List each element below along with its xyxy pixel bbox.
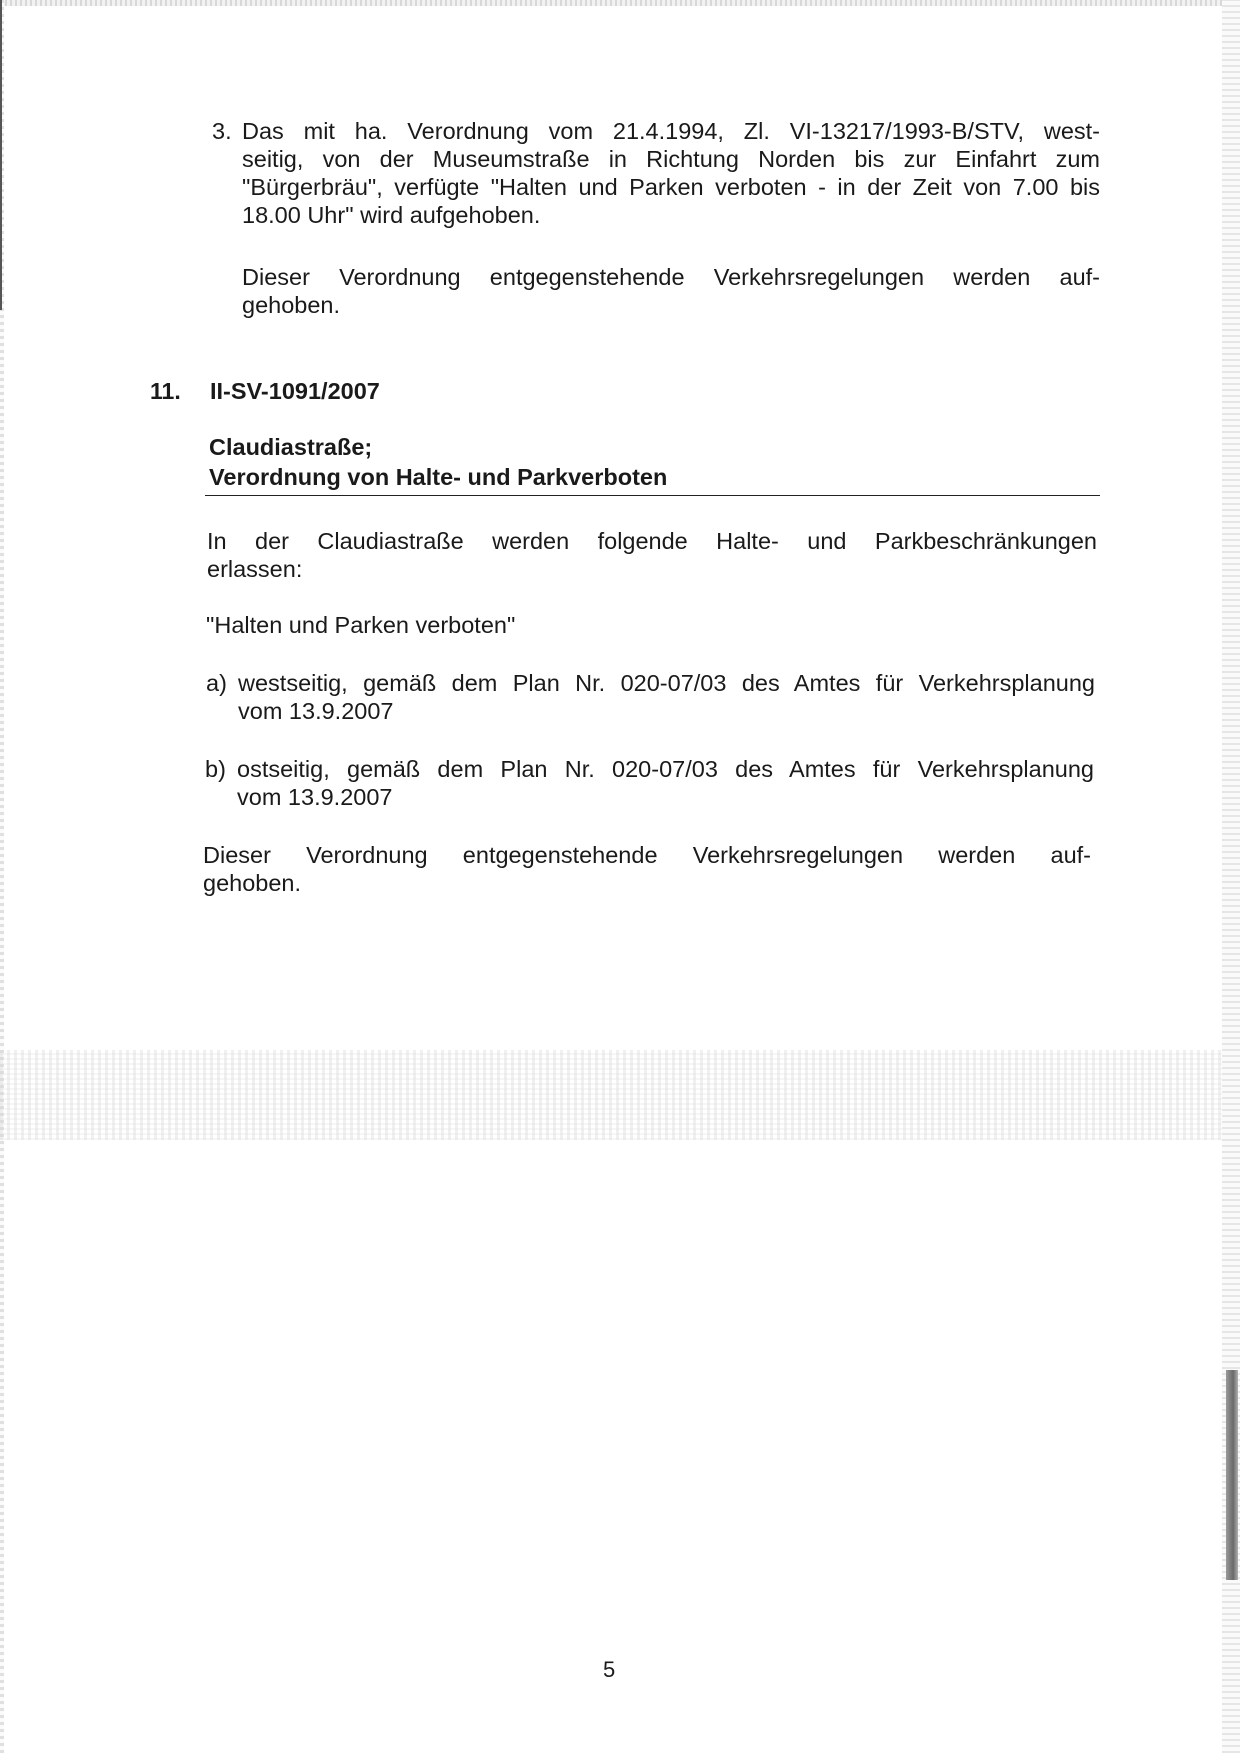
section-subject: Verordnung von Halte- und Parkverboten [209, 464, 668, 490]
item-a-line-1: westseitig, gemäß dem Plan Nr. 020-07/03 des Amtes für Verkehrsplanung [238, 670, 1095, 696]
item-b-line-2: vom 13.9.2007 [237, 784, 393, 810]
section-number: 11. [150, 378, 181, 404]
restriction-text: "Halten und Parken verboten" [206, 612, 516, 638]
item-b-line-1: ostseitig, gemäß dem Plan Nr. 020-07/03 des Amtes für Verkehrsplanung [237, 756, 1094, 782]
intro-line-2: erlassen: [207, 556, 303, 582]
scan-shadow-right [1226, 1370, 1238, 1580]
item-3-line-4: 18.00 Uhr" wird aufgehoben. [242, 202, 541, 228]
section-street: Claudiastraße; [209, 434, 373, 460]
item-3-marker: 3. [212, 118, 232, 144]
section-title-underline [205, 495, 1100, 496]
item-3-closing-line-1: Dieser Verordnung entgegenstehende Verkehrsregelungen werden auf- [242, 264, 1100, 290]
item-3-line-1: Das mit ha. Verordnung vom 21.4.1994, Zl. VI-13217/1993-B/STV, west- [242, 118, 1100, 144]
item-3-line-3: "Bürgerbräu", verfügte "Halten und Parken verboten - in der Zeit von 7.00 bis [242, 174, 1100, 200]
item-3-line-2: seitig, von der Museumstraße in Richtung Norden bis zur Einfahrt zum [242, 146, 1100, 172]
page-number: 5 [603, 1657, 616, 1682]
item-3-closing-line-2: gehoben. [242, 292, 341, 318]
closing-line-1: Dieser Verordnung entgegenstehende Verkehrsregelungen werden auf- [203, 842, 1091, 868]
closing-line-2: gehoben. [203, 870, 302, 896]
item-a-marker: a) [206, 670, 227, 696]
scan-noise-band [0, 1050, 1222, 1140]
scan-edge-top [0, 0, 1240, 6]
scan-edge-left-line [0, 0, 2, 310]
intro-line-1: In der Claudiastraße werden folgende Halte- und Parkbeschränkungen [207, 528, 1097, 554]
item-b-marker: b) [205, 756, 226, 782]
section-reference: II-SV-1091/2007 [210, 378, 380, 404]
item-a-line-2: vom 13.9.2007 [238, 698, 394, 724]
